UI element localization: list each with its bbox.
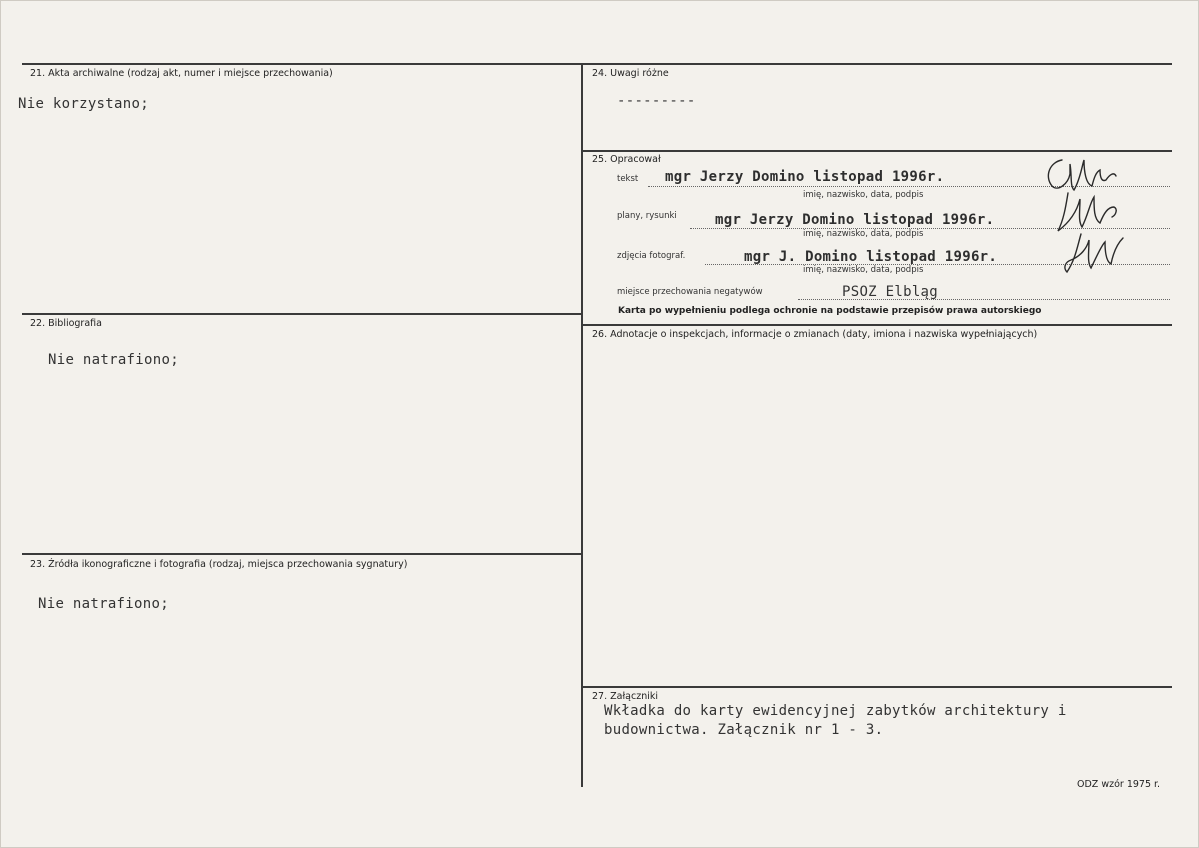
copyright-note: Karta po wypełnieniu podlega ochronie na podstawie przepisów prawa autorskiego	[618, 306, 1042, 316]
negatives-label: miejsce przechowania negatywów	[617, 287, 763, 297]
section-26-title: 26. Adnotacje o inspekcjach, informacje o zmianach (daty, imiona i nazwiska wypełniających)	[592, 329, 1038, 340]
row-tekst-label: tekst	[617, 174, 639, 184]
section-24-title: 24. Uwagi różne	[592, 68, 669, 79]
row-zdjecia-caption: imię, nazwisko, data, podpis	[803, 265, 924, 275]
negatives-dotline	[798, 299, 1170, 300]
section-24-value: ---------	[617, 93, 696, 109]
section-21-title: 21. Akta archiwalne (rodzaj akt, numer i miejsce przechowania)	[30, 68, 333, 79]
section-27-line2: budownictwa. Załącznik nr 1 - 3.	[604, 722, 884, 738]
row-plany-caption: imię, nazwisko, data, podpis	[803, 229, 924, 239]
rule-21-22	[22, 313, 581, 315]
section-27-title: 27. Załączniki	[592, 691, 658, 702]
section-22-title: 22. Bibliografia	[30, 318, 102, 329]
section-22-value: Nie natrafiono;	[48, 352, 179, 368]
row-zdjecia-value: mgr J. Domino listopad 1996r.	[744, 249, 998, 265]
row-plany-label: plany, rysunki	[617, 211, 677, 221]
form-footer: ODZ wzór 1975 r.	[1077, 779, 1161, 790]
center-divider	[581, 63, 583, 787]
rule-25-26	[583, 324, 1172, 326]
section-25-title: 25. Opracował	[592, 154, 661, 165]
section-23-title: 23. Źródła ikonograficzne i fotografia (rodzaj, miejsca przechowania sygnatury)	[30, 559, 408, 570]
section-27-line1: Wkładka do karty ewidencyjnej zabytków architektury i	[604, 703, 1067, 719]
row-tekst-value: mgr Jerzy Domino listopad 1996r.	[665, 169, 945, 185]
negatives-value: PSOZ Elbląg	[842, 284, 939, 300]
section-21-value: Nie korzystano;	[18, 96, 149, 112]
row-plany-value: mgr Jerzy Domino listopad 1996r.	[715, 212, 995, 228]
section-23-value: Nie natrafiono;	[38, 596, 169, 612]
rule-26-27	[583, 686, 1172, 688]
row-tekst-caption: imię, nazwisko, data, podpis	[803, 190, 924, 200]
top-rule	[22, 63, 1172, 65]
rule-22-23	[22, 553, 581, 555]
row-zdjecia-label: zdjęcia fotograf.	[617, 251, 686, 261]
signature-zdjecia	[1055, 228, 1135, 280]
